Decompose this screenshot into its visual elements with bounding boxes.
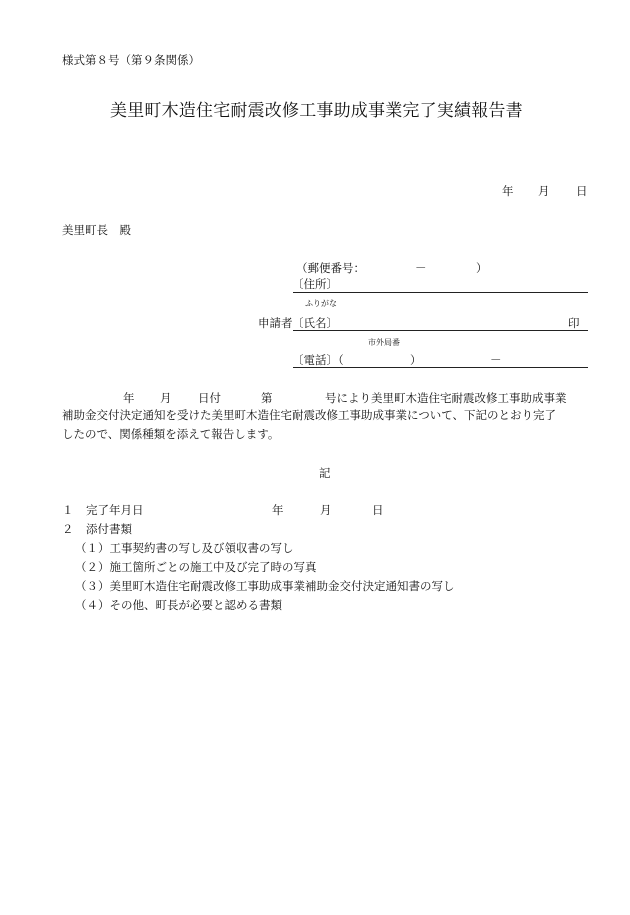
body-number: 第 [261,391,273,405]
seal-mark: 印 [568,316,580,330]
address-label: 〔住所〕 [292,277,338,291]
item1-month: 月 [320,503,332,517]
body-line1-rest: 号により美里町木造住宅耐震改修工事助成事業 [325,391,567,405]
item1-label: 完了年月日 [86,503,144,517]
name-underline [293,330,588,331]
date-month: 月 [538,184,550,198]
item1-year: 年 [272,503,284,517]
addressee: 美里町長 殿 [62,223,131,237]
applicant-label: 申請者 [258,316,293,330]
body-line3: したので、関係種類を添えて報告します。 [62,427,280,441]
name-label: 〔氏名〕 [292,316,338,330]
phone-close: ） [410,353,422,367]
item2-label: 添付書類 [86,522,132,536]
item1-number: １ [62,503,74,517]
item2-number: ２ [62,522,74,536]
attachment-item: （２）施工箇所ごとの施工中及び完了時の写真 [75,560,317,574]
date-year: 年 [502,184,514,198]
body-day: 日付 [198,391,221,405]
body-month: 月 [160,391,172,405]
phone-label: 〔電話〕（ [292,353,344,367]
body-line2: 補助金交付決定通知を受けた美里町木造住宅耐震改修工事助成事業について、下記のとおり完了 [62,408,557,422]
attachment-item: （１）工事契約書の写し及び領収書の写し [75,541,294,555]
postal-code-close: ） [476,261,488,275]
body-paragraph [62,406,590,444]
postal-code-label: （郵便番号： [296,261,365,275]
attachment-item: （３）美里町木造住宅耐震改修工事助成事業補助金交付決定通知書の写し [75,579,455,593]
ki-heading: 記 [319,466,331,480]
body-year: 年 [123,391,135,405]
form-number-label: 様式第８号（第９条関係） [62,53,200,67]
area-code-note: 市外局番 [368,338,400,347]
phone-dash: － [490,353,502,367]
postal-code-dash: － [415,261,427,275]
address-underline [293,292,588,293]
item1-day: 日 [372,503,384,517]
attachment-item: （４）その他、町長が必要と認める書類 [75,598,282,612]
date-day: 日 [576,184,588,198]
phone-underline [293,367,588,368]
furigana-label: ふりがな [305,299,337,308]
document-title: 美里町木造住宅耐震改修工事助成事業完了実績報告書 [110,101,523,121]
